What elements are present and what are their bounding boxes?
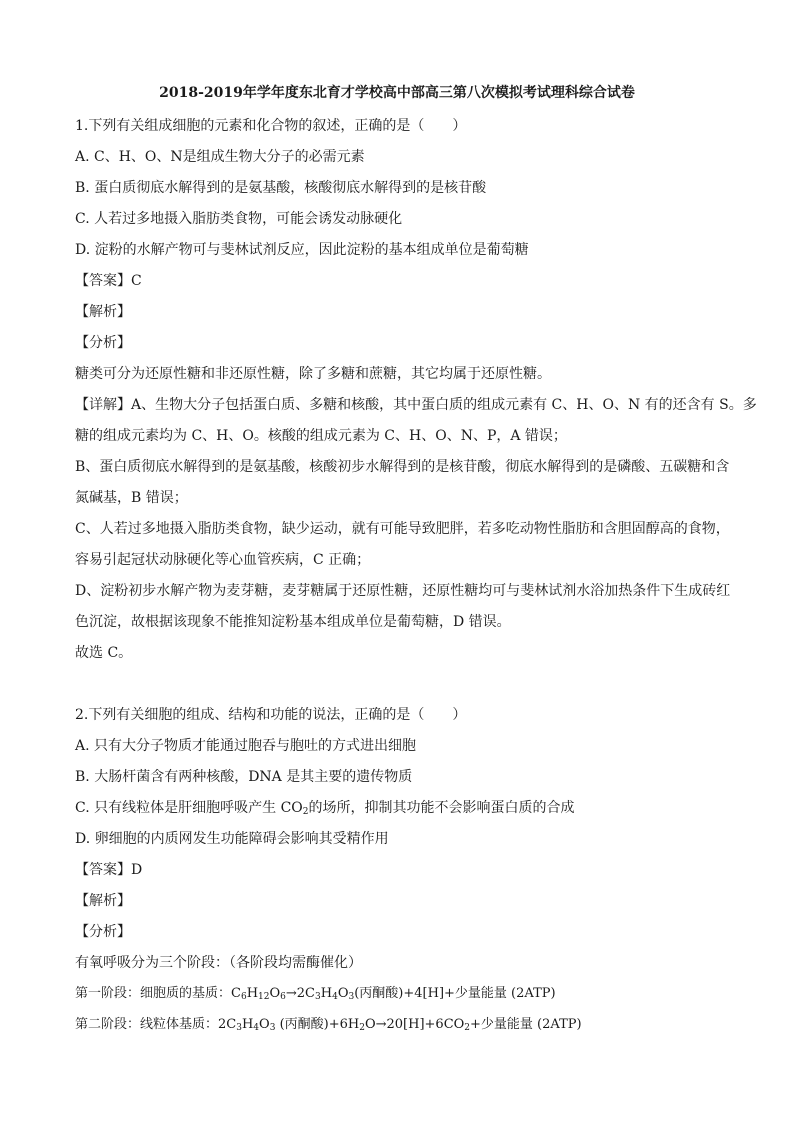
question-2-stem: 2.下列有关细胞的组成、结构和功能的说法，正确的是（ ）: [75, 707, 467, 723]
question-2-answer: 【答案】D: [75, 862, 143, 878]
question-1-option-a: A. C、H、O、N是组成生物大分子的必需元素: [75, 149, 365, 165]
question-2-option-a: A. 只有大分子物质才能通过胞吞与胞吐的方式进出细胞: [75, 738, 417, 754]
question-1-answer: 【答案】C: [75, 273, 142, 289]
subscript: 12: [258, 992, 270, 1002]
formula-text: H: [241, 1017, 254, 1032]
subscript: 4: [253, 1023, 260, 1033]
question-1-detail-line: C、人若过多地摄入脂肪类食物，缺少运动，就有可能导致肥胖，若多吃动物性脂肪和含胆固醇高的食物，: [75, 521, 730, 537]
question-1-detail-line: 【详解】A、生物大分子包括蛋白质、多糖和核酸，其中蛋白质的组成元素有 C、H、O、N 有的还含有 S。多: [75, 397, 757, 413]
document-title: 2018-2019年学年度东北育才学校高中部高三第八次模拟考试理科综合试卷: [159, 85, 635, 101]
subscript: 3: [315, 992, 321, 1002]
option-c-text: C. 只有线粒体是肝细胞呼吸产生 CO: [75, 800, 303, 816]
formula-text: H: [320, 986, 333, 1001]
question-1-detail-line: 糖的组成元素均为 C、H、O。核酸的组成元素为 C、H、O、N、P，A 错误；: [75, 428, 567, 444]
question-1-conclusion: 故选 C。: [75, 645, 133, 661]
subscript: 2: [464, 1023, 471, 1033]
question-2-analysis: 有氧呼吸分为三个阶段：（各阶段均需酶催化）: [75, 955, 362, 971]
question-1-detail-line: 氮碱基，B 错误；: [75, 490, 188, 506]
question-2-jiexi-heading: 【解析】: [75, 893, 131, 909]
subscript: 2: [302, 807, 309, 817]
question-1-fenxi-heading: 【分析】: [75, 335, 131, 351]
question-1-detail-line: D、淀粉初步水解产物为麦芽糖，麦芽糖属于还原性糖，还原性糖均可与斐林试剂水浴加热条件下生成砖红: [75, 583, 731, 599]
formula-text: +少量能量 (2ATP): [470, 1017, 582, 1032]
question-1-analysis: 糖类可分为还原性糖和非还原性糖，除了多糖和蔗糖，其它均属于还原性糖。: [75, 366, 551, 382]
question-1-jiexi-heading: 【解析】: [75, 304, 131, 320]
subscript: 3: [348, 992, 355, 1002]
subscript: 3: [236, 1023, 242, 1033]
formula-text: (丙酮酸)+6H: [275, 1017, 360, 1032]
formula-text: H: [246, 986, 259, 1001]
question-1-option-c: C. 人若过多地摄入脂肪类食物，可能会诱发动脉硬化: [75, 211, 403, 227]
subscript: 6: [280, 992, 286, 1002]
formula-text: (丙酮酸)+4[H]+少量能量 (2ATP): [354, 986, 556, 1001]
question-2-option-d: D. 卵细胞的内质网发生功能障碍会影响其受精作用: [75, 831, 389, 847]
question-2-option-b: B. 大肠杆菌含有两种核酸，DNA 是其主要的遗传物质: [75, 769, 413, 785]
question-1-option-b: B. 蛋白质彻底水解得到的是氨基酸，核酸彻底水解得到的是核苷酸: [75, 180, 487, 196]
formula-text: O: [269, 986, 281, 1001]
formula-text: →2C: [285, 986, 316, 1001]
subscript: 2: [359, 1023, 365, 1033]
subscript: 3: [269, 1023, 276, 1033]
question-2-option-c: [75, 798, 725, 822]
respiration-stage-1: [75, 984, 725, 1007]
subscript: 6: [240, 992, 247, 1002]
question-1-option-d: D. 淀粉的水解产物可与斐林试剂反应，因此淀粉的基本组成单位是葡萄糖: [75, 242, 529, 258]
formula-text: 第一阶段：细胞质的基质：C: [75, 986, 241, 1001]
option-c-text: 的场所，抑制其功能不会影响蛋白质的合成: [308, 800, 575, 816]
question-1-stem: 1.下列有关组成细胞的元素和化合物的叙述，正确的是（ ）: [75, 118, 467, 134]
question-1-detail-line: B、蛋白质彻底水解得到的是氨基酸，核酸初步水解得到的是核苷酸，彻底水解得到的是磷酸、五碳糖和含: [75, 459, 730, 475]
formula-text: O: [337, 986, 349, 1001]
formula-text: O: [259, 1017, 270, 1032]
question-1-detail-line: 色沉淀，故根据该现象不能推知淀粉基本组成单位是葡萄糖，D 错误。: [75, 614, 511, 630]
question-2-fenxi-heading: 【分析】: [75, 924, 131, 940]
formula-text: O→20[H]+6CO: [364, 1017, 465, 1032]
respiration-stage-2: [75, 1015, 725, 1038]
subscript: 4: [332, 992, 338, 1002]
formula-text: 第二阶段：线粒体基质：2C: [75, 1017, 237, 1032]
question-1-detail-line: 容易引起冠状动脉硬化等心血管疾病，C 正确；: [75, 552, 371, 568]
